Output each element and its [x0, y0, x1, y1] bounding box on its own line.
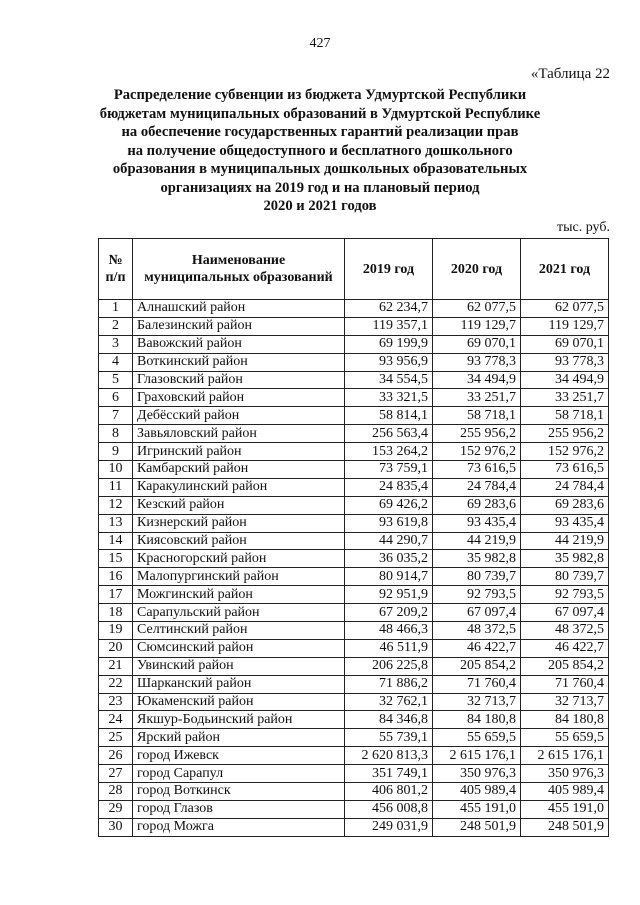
- value-2020: 69 283,6: [433, 496, 521, 514]
- table-row: [99, 335, 609, 353]
- table-row: [99, 818, 609, 836]
- value-2019: 84 346,8: [345, 711, 433, 729]
- value-2019: 34 554,5: [345, 371, 433, 389]
- value-2019: 44 290,7: [345, 532, 433, 550]
- value-2020: 46 422,7: [433, 639, 521, 657]
- table-row: [99, 532, 609, 550]
- value-2021: 80 739,7: [521, 568, 609, 586]
- value-2019: 67 209,2: [345, 604, 433, 622]
- value-2019: 73 759,1: [345, 461, 433, 479]
- row-number: 17: [99, 586, 133, 604]
- row-number: 5: [99, 371, 133, 389]
- municipality-name: Граховский район: [133, 389, 345, 407]
- table-row: [99, 514, 609, 532]
- municipality-name: Юкаменский район: [133, 693, 345, 711]
- value-2021: 205 854,2: [521, 657, 609, 675]
- municipality-name: Селтинский район: [133, 622, 345, 640]
- value-2021: 33 251,7: [521, 389, 609, 407]
- table-row: [99, 675, 609, 693]
- value-2020: 92 793,5: [433, 586, 521, 604]
- title-line: на получение общедоступного и бесплатного дошкольного: [127, 142, 513, 159]
- value-2019: 55 739,1: [345, 729, 433, 747]
- value-2019: 80 914,7: [345, 568, 433, 586]
- value-2021: 44 219,9: [521, 532, 609, 550]
- table-row: [99, 550, 609, 568]
- table-row: [99, 657, 609, 675]
- value-2021: 152 976,2: [521, 443, 609, 461]
- value-2020: 69 070,1: [433, 335, 521, 353]
- table-row: [99, 300, 609, 318]
- table-row: [99, 622, 609, 640]
- row-number: 12: [99, 496, 133, 514]
- table-row: [99, 443, 609, 461]
- table-row: [99, 568, 609, 586]
- table-row: [99, 639, 609, 657]
- value-2021: 62 077,5: [521, 300, 609, 318]
- value-2021: 455 191,0: [521, 800, 609, 818]
- municipality-name: Завьяловский район: [133, 425, 345, 443]
- value-2020: 350 976,3: [433, 765, 521, 783]
- value-2019: 406 801,2: [345, 783, 433, 801]
- table-row: [99, 693, 609, 711]
- table-row: [99, 711, 609, 729]
- row-number: 11: [99, 478, 133, 496]
- value-2020: 67 097,4: [433, 604, 521, 622]
- municipality-name: Игринский район: [133, 443, 345, 461]
- row-number: 26: [99, 747, 133, 765]
- row-number: 30: [99, 818, 133, 836]
- value-2020: 152 976,2: [433, 443, 521, 461]
- table-body: [99, 300, 609, 837]
- value-2021: 71 760,4: [521, 675, 609, 693]
- title-line: на обеспечение государственных гарантий реализации прав: [121, 124, 519, 140]
- row-number: 23: [99, 693, 133, 711]
- row-number: 7: [99, 407, 133, 425]
- row-number: 2: [99, 317, 133, 335]
- value-2020: 62 077,5: [433, 300, 521, 318]
- table-row: [99, 747, 609, 765]
- row-number: 27: [99, 765, 133, 783]
- municipality-name: Красногорский район: [133, 550, 345, 568]
- value-2020: 33 251,7: [433, 389, 521, 407]
- table-row: [99, 800, 609, 818]
- table-row: [99, 317, 609, 335]
- row-number: 29: [99, 800, 133, 818]
- row-number: 28: [99, 783, 133, 801]
- value-2020: 255 956,2: [433, 425, 521, 443]
- value-2020: 48 372,5: [433, 622, 521, 640]
- row-number: 3: [99, 335, 133, 353]
- subvention-table: [98, 238, 609, 837]
- title-line: 2020 и 2021 годов: [263, 198, 377, 214]
- value-2019: 119 357,1: [345, 317, 433, 335]
- municipality-name: Якшур-Бодьинский район: [133, 711, 345, 729]
- value-2021: 2 615 176,1: [521, 747, 609, 765]
- value-2019: 93 619,8: [345, 514, 433, 532]
- municipality-name: Дебёсский район: [133, 407, 345, 425]
- value-2020: 455 191,0: [433, 800, 521, 818]
- municipality-name: Малопургинский район: [133, 568, 345, 586]
- municipality-name: Алнашский район: [133, 300, 345, 318]
- value-2021: 119 129,7: [521, 317, 609, 335]
- row-number: 8: [99, 425, 133, 443]
- value-2020: 32 713,7: [433, 693, 521, 711]
- municipality-name: Можгинский район: [133, 586, 345, 604]
- value-2020: 93 435,4: [433, 514, 521, 532]
- value-2019: 48 466,3: [345, 622, 433, 640]
- value-2021: 84 180,8: [521, 711, 609, 729]
- municipality-name: Воткинский район: [133, 353, 345, 371]
- table-header-row: [99, 239, 609, 300]
- municipality-name: город Можга: [133, 818, 345, 836]
- value-2020: 58 718,1: [433, 407, 521, 425]
- title-line: Распределение субвенции из бюджета Удмуртской Республики: [113, 87, 527, 103]
- municipality-name: Кизнерский район: [133, 514, 345, 532]
- value-2021: 55 659,5: [521, 729, 609, 747]
- value-2020: 93 778,3: [433, 353, 521, 371]
- row-number: 21: [99, 657, 133, 675]
- municipality-name: Ярский район: [133, 729, 345, 747]
- municipality-name: Сюмсинский район: [133, 639, 345, 657]
- value-2019: 93 956,9: [345, 353, 433, 371]
- value-2020: 34 494,9: [433, 371, 521, 389]
- value-2019: 456 008,8: [345, 800, 433, 818]
- municipality-name: Балезинский район: [133, 317, 345, 335]
- value-2021: 34 494,9: [521, 371, 609, 389]
- value-2021: 248 501,9: [521, 818, 609, 836]
- value-2019: 24 835,4: [345, 478, 433, 496]
- header-name: Наименование муниципальных образований: [133, 239, 345, 300]
- value-2020: 2 615 176,1: [433, 747, 521, 765]
- row-number: 6: [99, 389, 133, 407]
- value-2021: 69 070,1: [521, 335, 609, 353]
- row-number: 1: [99, 300, 133, 318]
- municipality-name: Каракулинский район: [133, 478, 345, 496]
- row-number: 10: [99, 461, 133, 479]
- table-row: [99, 425, 609, 443]
- table-row: [99, 604, 609, 622]
- municipality-name: город Глазов: [133, 800, 345, 818]
- table-row: [99, 729, 609, 747]
- value-2021: 92 793,5: [521, 586, 609, 604]
- value-2020: 84 180,8: [433, 711, 521, 729]
- value-2021: 46 422,7: [521, 639, 609, 657]
- value-2019: 33 321,5: [345, 389, 433, 407]
- municipality-name: Увинский район: [133, 657, 345, 675]
- row-number: 19: [99, 622, 133, 640]
- row-number: 4: [99, 353, 133, 371]
- title-line: организациях на 2019 год и на плановый период: [160, 179, 480, 196]
- value-2019: 71 886,2: [345, 675, 433, 693]
- municipality-name: Вавожский район: [133, 335, 345, 353]
- value-2019: 351 749,1: [345, 765, 433, 783]
- municipality-name: Кезский район: [133, 496, 345, 514]
- value-2019: 69 199,9: [345, 335, 433, 353]
- value-2020: 24 784,4: [433, 478, 521, 496]
- value-2019: 256 563,4: [345, 425, 433, 443]
- value-2021: 69 283,6: [521, 496, 609, 514]
- municipality-name: Шарканский район: [133, 675, 345, 693]
- value-2021: 93 778,3: [521, 353, 609, 371]
- value-2020: 405 989,4: [433, 783, 521, 801]
- title-line: образования в муниципальных дошкольных образовательных: [112, 161, 528, 177]
- value-2019: 2 620 813,3: [345, 747, 433, 765]
- value-2021: 48 372,5: [521, 622, 609, 640]
- table-row: [99, 407, 609, 425]
- value-2021: 73 616,5: [521, 461, 609, 479]
- value-2019: 58 814,1: [345, 407, 433, 425]
- value-2021: 405 989,4: [521, 783, 609, 801]
- municipality-name: Глазовский район: [133, 371, 345, 389]
- value-2021: 350 976,3: [521, 765, 609, 783]
- document-title: [60, 86, 580, 216]
- value-2019: 92 951,9: [345, 586, 433, 604]
- value-2020: 73 616,5: [433, 461, 521, 479]
- table-row: [99, 478, 609, 496]
- value-2020: 119 129,7: [433, 317, 521, 335]
- table-row: [99, 765, 609, 783]
- row-number: 15: [99, 550, 133, 568]
- value-2020: 55 659,5: [433, 729, 521, 747]
- value-2019: 249 031,9: [345, 818, 433, 836]
- value-2020: 248 501,9: [433, 818, 521, 836]
- table-row: [99, 389, 609, 407]
- municipality-name: город Ижевск: [133, 747, 345, 765]
- row-number: 20: [99, 639, 133, 657]
- municipality-name: Киясовский район: [133, 532, 345, 550]
- value-2021: 255 956,2: [521, 425, 609, 443]
- table-row: [99, 461, 609, 479]
- value-2020: 205 854,2: [433, 657, 521, 675]
- header-2019: 2019 год: [345, 239, 433, 300]
- header-number: № п/п: [99, 239, 133, 300]
- unit-label: тыс. руб.: [557, 220, 610, 235]
- value-2021: 35 982,8: [521, 550, 609, 568]
- table-row: [99, 371, 609, 389]
- row-number: 16: [99, 568, 133, 586]
- table-row: [99, 496, 609, 514]
- municipality-name: город Воткинск: [133, 783, 345, 801]
- value-2019: 62 234,7: [345, 300, 433, 318]
- table-row: [99, 353, 609, 371]
- row-number: 22: [99, 675, 133, 693]
- value-2019: 36 035,2: [345, 550, 433, 568]
- value-2019: 153 264,2: [345, 443, 433, 461]
- municipality-name: Сарапульский район: [133, 604, 345, 622]
- municipality-name: Камбарский район: [133, 461, 345, 479]
- row-number: 13: [99, 514, 133, 532]
- value-2020: 80 739,7: [433, 568, 521, 586]
- value-2019: 69 426,2: [345, 496, 433, 514]
- row-number: 25: [99, 729, 133, 747]
- header-2020: 2020 год: [433, 239, 521, 300]
- value-2020: 44 219,9: [433, 532, 521, 550]
- value-2019: 206 225,8: [345, 657, 433, 675]
- table-reference: «Таблица 22: [530, 66, 610, 82]
- value-2021: 67 097,4: [521, 604, 609, 622]
- value-2020: 35 982,8: [433, 550, 521, 568]
- value-2019: 46 511,9: [345, 639, 433, 657]
- value-2021: 58 718,1: [521, 407, 609, 425]
- municipality-name: город Сарапул: [133, 765, 345, 783]
- page-number: 427: [309, 36, 331, 51]
- value-2021: 24 784,4: [521, 478, 609, 496]
- row-number: 18: [99, 604, 133, 622]
- value-2021: 93 435,4: [521, 514, 609, 532]
- title-line: бюджетам муниципальных образований в Удмуртской Республике: [99, 105, 541, 122]
- table-row: [99, 783, 609, 801]
- row-number: 14: [99, 532, 133, 550]
- value-2019: 32 762,1: [345, 693, 433, 711]
- row-number: 24: [99, 711, 133, 729]
- header-2021: 2021 год: [521, 239, 609, 300]
- row-number: 9: [99, 443, 133, 461]
- table-row: [99, 586, 609, 604]
- value-2020: 71 760,4: [433, 675, 521, 693]
- value-2021: 32 713,7: [521, 693, 609, 711]
